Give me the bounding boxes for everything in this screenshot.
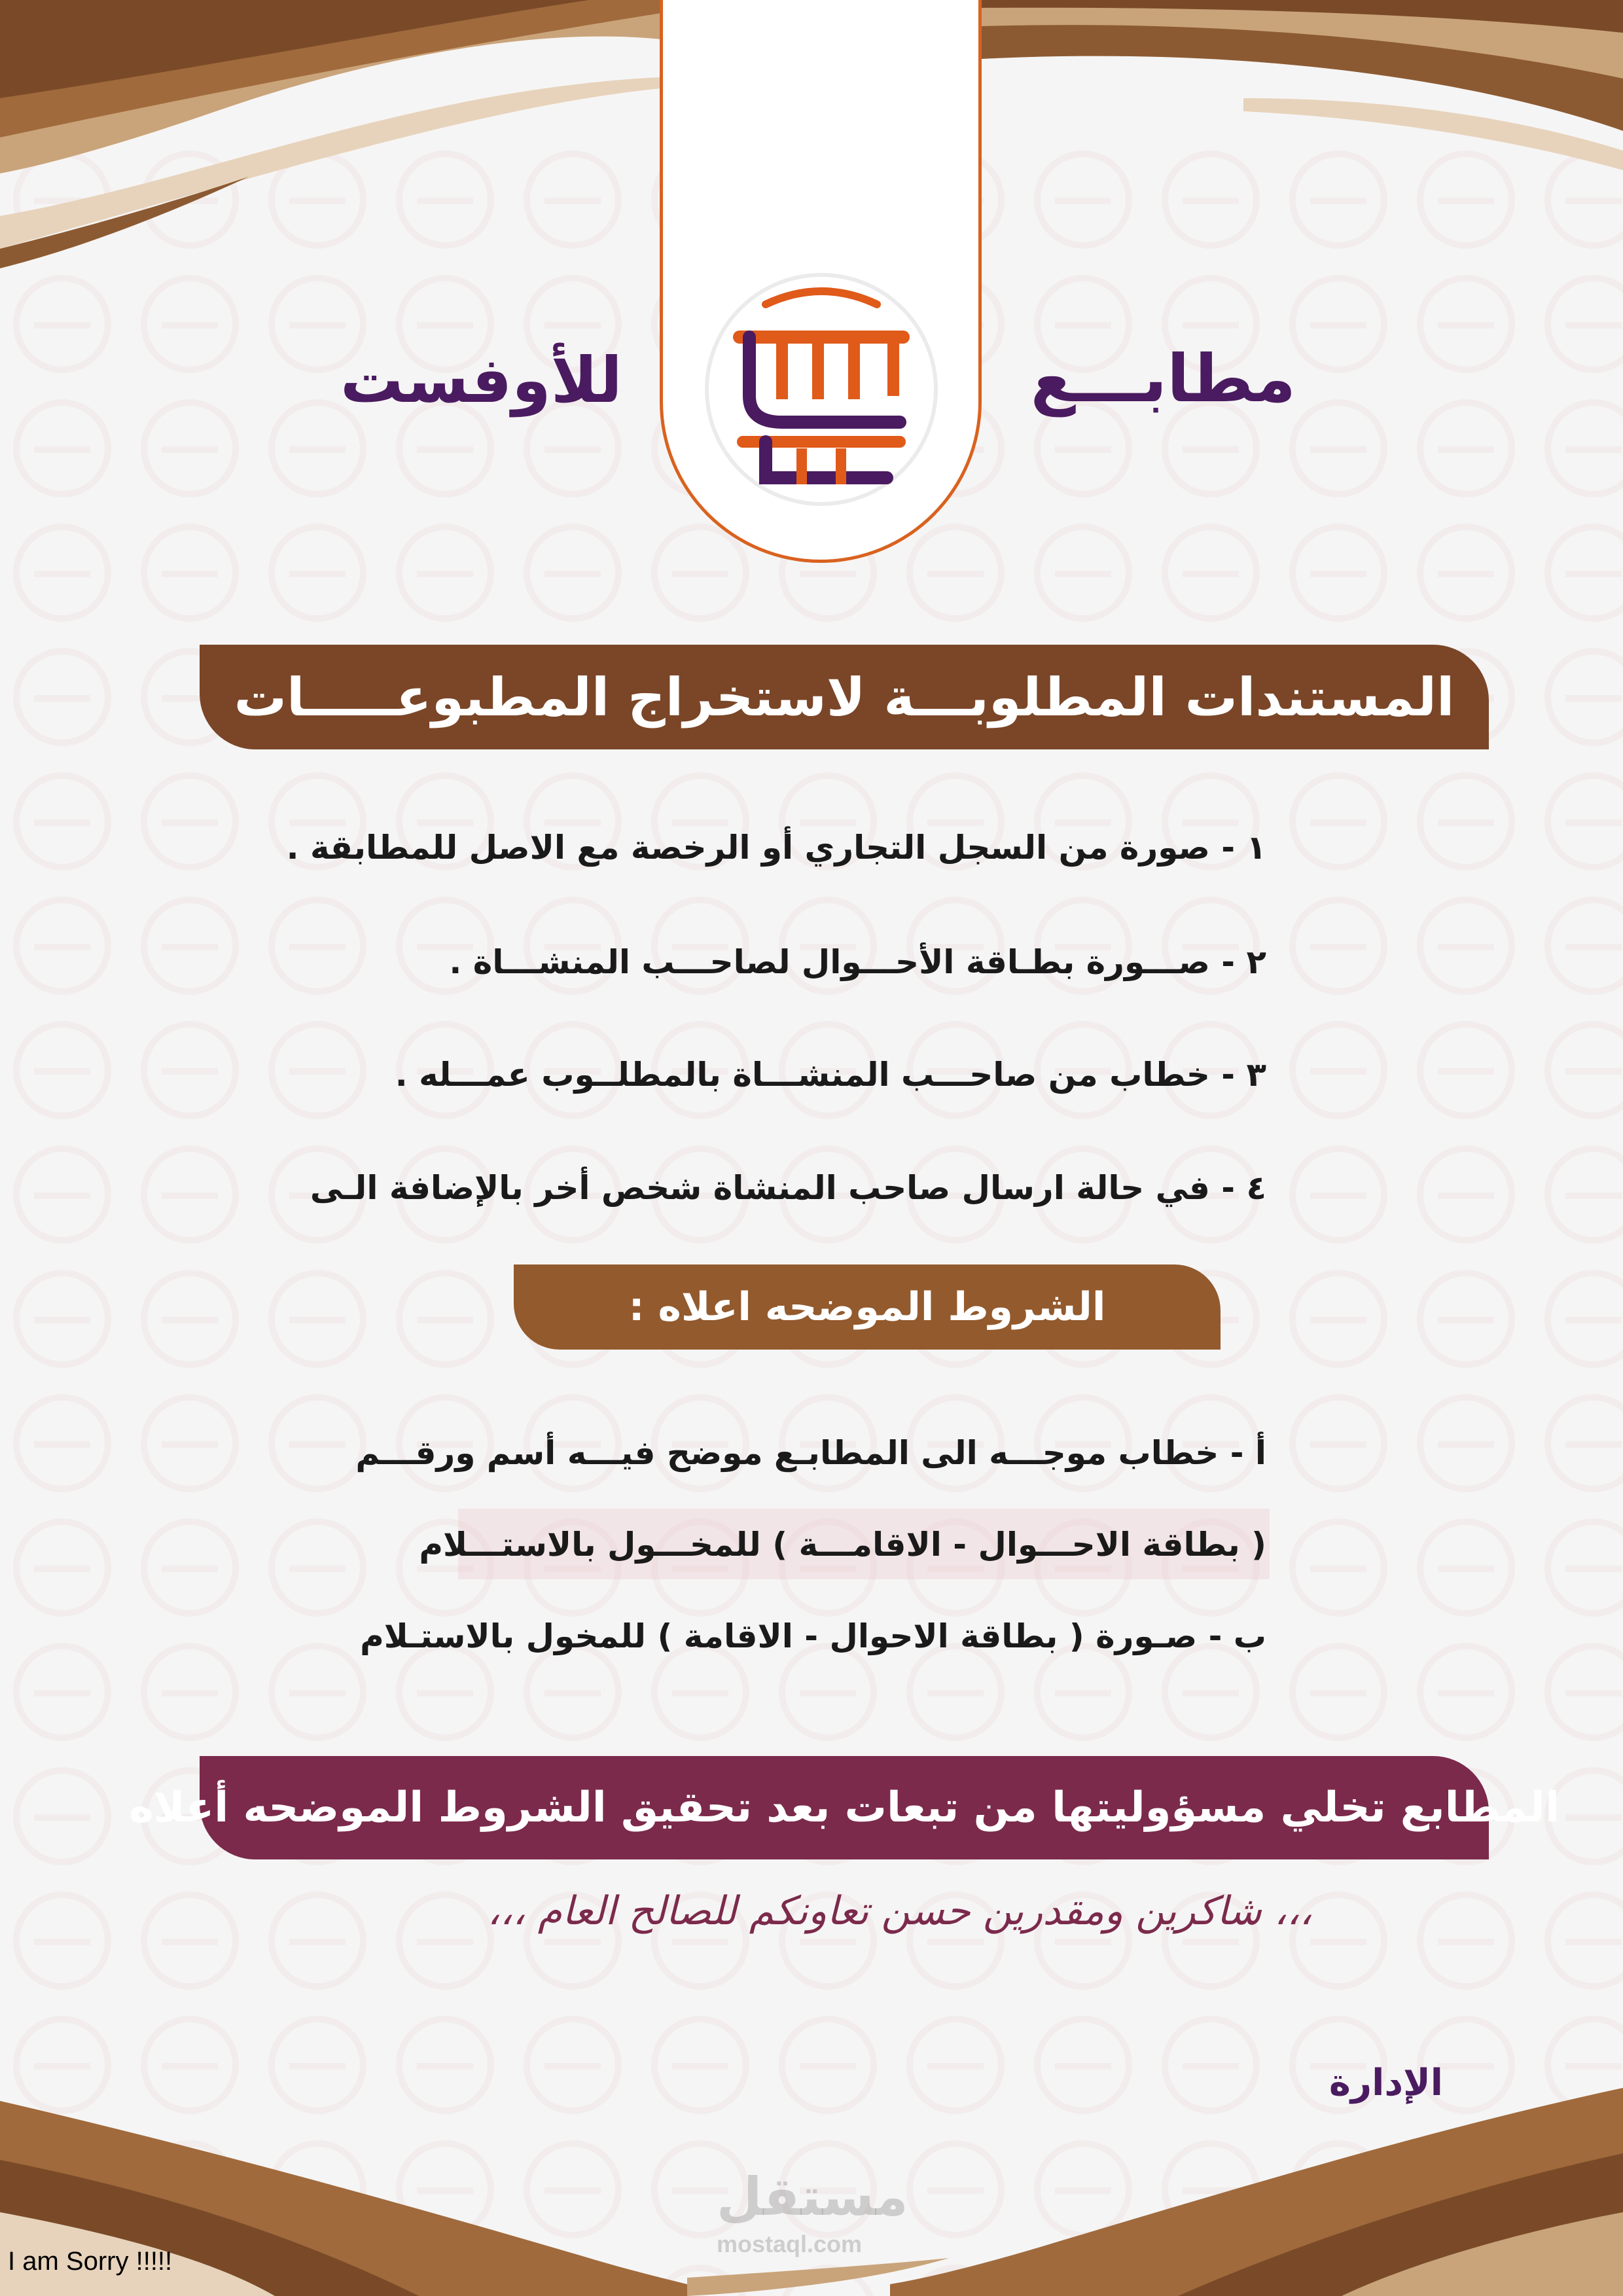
pattern-logo-icon <box>1417 1394 1515 1492</box>
pattern-logo-icon <box>13 1145 111 1244</box>
pattern-logo-icon <box>268 1270 366 1368</box>
requirement-item-1: ١ - صورة من السجل التجاري أو الرخصة مع الاصل للمطابقة . <box>286 829 1266 867</box>
footer-note: I am Sorry !!!!! <box>8 2247 173 2276</box>
pattern-logo-icon <box>1544 1518 1623 1617</box>
administration-signature: الإدارة <box>1329 2062 1443 2104</box>
pattern-logo-icon <box>141 1021 239 1119</box>
pattern-logo-icon <box>13 772 111 870</box>
pattern-logo-icon <box>141 1394 239 1492</box>
pattern-logo-icon <box>1289 772 1387 870</box>
requirement-item-3: ٣ - خطاب من صاحـــب المنشـــاة بالمطلــوب عمـــله . <box>395 1056 1266 1094</box>
pattern-logo-icon <box>13 648 111 746</box>
pattern-logo-icon <box>1417 772 1515 870</box>
pattern-logo-icon <box>1162 1643 1260 1741</box>
disclaimer-banner-text: المطابع تخلي مسؤوليتها من تبعات بعد تحقيق الشروط الموضحه أعلاه <box>129 1784 1560 1832</box>
pattern-logo-icon <box>268 1394 366 1492</box>
pattern-logo-icon <box>1544 1892 1623 1990</box>
pattern-logo-icon <box>651 1643 749 1741</box>
pattern-logo-icon <box>1544 772 1623 870</box>
pattern-logo-icon <box>396 1643 494 1741</box>
pattern-logo-icon <box>268 1021 366 1119</box>
pattern-logo-icon <box>268 524 366 622</box>
pattern-logo-icon <box>524 1643 622 1741</box>
pattern-logo-icon <box>141 275 239 373</box>
title-banner-text: المستندات المطلوبـــة لاستخراج المطبوعـــــات <box>234 666 1455 728</box>
pattern-logo-icon <box>13 1394 111 1492</box>
pattern-logo-icon <box>13 524 111 622</box>
pattern-logo-icon <box>1417 275 1515 373</box>
pattern-logo-icon <box>1034 1643 1132 1741</box>
pattern-logo-icon <box>1417 1021 1515 1119</box>
pattern-logo-icon <box>1034 524 1132 622</box>
pattern-logo-icon <box>13 275 111 373</box>
pattern-logo-icon <box>141 772 239 870</box>
pattern-logo-icon <box>1162 524 1260 622</box>
pattern-logo-icon <box>13 1518 111 1617</box>
watermark-main: مستقل <box>717 2166 908 2227</box>
pattern-logo-icon <box>1544 275 1623 373</box>
pattern-logo-icon <box>1544 399 1623 497</box>
pattern-logo-icon <box>13 399 111 497</box>
pattern-logo-icon <box>779 1643 877 1741</box>
conditions-banner-text: الشروط الموضحه اعلاه : <box>628 1284 1106 1330</box>
pattern-logo-icon <box>524 524 622 622</box>
pattern-logo-icon <box>141 1643 239 1741</box>
pattern-logo-icon <box>1289 275 1387 373</box>
pattern-logo-icon <box>1544 1270 1623 1368</box>
requirement-item-2: ٢ - صـــورة بطـاقة الأحـــوال لصاحـــب المنشـــاة . <box>449 943 1266 981</box>
pattern-logo-icon <box>1544 648 1623 746</box>
pattern-logo-icon <box>1544 1643 1623 1741</box>
pattern-logo-icon <box>1544 524 1623 622</box>
pattern-logo-icon <box>1544 1145 1623 1244</box>
pattern-logo-icon <box>268 1518 366 1617</box>
pattern-logo-icon <box>396 1270 494 1368</box>
watermark-sub: mostaql.com <box>717 2231 863 2257</box>
pattern-logo-icon <box>906 524 1005 622</box>
pattern-logo-icon <box>1289 1145 1387 1244</box>
pattern-logo-icon <box>1417 1145 1515 1244</box>
condition-item-a: أ - خطاب موجـــه الى المطابـع موضح فيـــه أسم ورقـــم <box>355 1434 1266 1472</box>
pattern-logo-icon <box>13 897 111 995</box>
pattern-logo-icon <box>141 399 239 497</box>
pattern-logo-icon <box>268 1892 366 1990</box>
pattern-logo-icon <box>1289 897 1387 995</box>
pattern-logo-icon <box>1289 1643 1387 1741</box>
requirement-item-4: ٤ - في حالة ارسال صاحب المنشاة شخص أخر بالإضافة الـى <box>310 1169 1266 1207</box>
disclaimer-banner <box>129 1756 1560 1859</box>
condition-item-b: ب - صـورة ( بطاقة الاحوال - الاقامة ) للمخول بالاستـلام <box>360 1617 1266 1655</box>
title-banner <box>200 645 1489 749</box>
pattern-logo-icon <box>268 897 366 995</box>
thanks-line: ،،، شاكرين ومقدرين حسن تعاونكم للصالح العام ،،، <box>487 1888 1312 1934</box>
pattern-logo-icon <box>141 1270 239 1368</box>
pattern-logo-icon <box>1417 897 1515 995</box>
conditions-banner <box>514 1265 1221 1350</box>
brand-name-left: للأوفست <box>340 344 622 417</box>
pattern-logo-icon <box>1289 524 1387 622</box>
pattern-logo-icon <box>141 524 239 622</box>
alsalih-logo-icon <box>704 259 939 520</box>
pattern-logo-icon <box>396 1892 494 1990</box>
pattern-logo-icon <box>1417 1643 1515 1741</box>
pattern-logo-icon <box>1544 1394 1623 1492</box>
pattern-logo-icon <box>1417 1270 1515 1368</box>
pattern-logo-icon <box>13 1767 111 1865</box>
pattern-logo-icon <box>1544 1021 1623 1119</box>
pattern-logo-icon <box>1417 399 1515 497</box>
brand-name-right: مطابـــع <box>1030 340 1296 417</box>
pattern-logo-icon <box>141 1145 239 1244</box>
pattern-logo-icon <box>1544 897 1623 995</box>
pattern-logo-icon <box>396 524 494 622</box>
pattern-logo-icon <box>1289 1518 1387 1617</box>
pattern-logo-icon <box>1289 399 1387 497</box>
pattern-logo-icon <box>13 1021 111 1119</box>
pattern-logo-icon <box>141 897 239 995</box>
pattern-logo-icon <box>141 1518 239 1617</box>
pattern-logo-icon <box>1289 1270 1387 1368</box>
pattern-logo-icon <box>13 1643 111 1741</box>
pattern-logo-icon <box>1289 1021 1387 1119</box>
pattern-logo-icon <box>906 1643 1005 1741</box>
pattern-logo-icon <box>1289 1394 1387 1492</box>
pattern-logo-icon <box>13 1270 111 1368</box>
pattern-logo-icon <box>141 1892 239 1990</box>
pattern-logo-icon <box>1417 1892 1515 1990</box>
condition-item-a-continued: ( بطاقة الاحـــوال - الاقامـــة ) للمخـــول بالاستـــلام <box>419 1526 1266 1564</box>
pattern-logo-icon <box>13 1892 111 1990</box>
pattern-logo-icon <box>268 1643 366 1741</box>
pattern-logo-icon <box>1417 524 1515 622</box>
pattern-logo-icon <box>1417 1518 1515 1617</box>
